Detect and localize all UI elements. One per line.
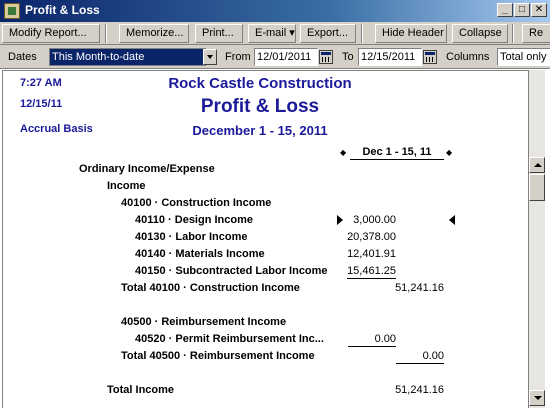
row-marker-right-icon bbox=[449, 215, 455, 225]
row-label: 40150 · Subcontracted Labor Income bbox=[135, 265, 328, 277]
scroll-down-icon[interactable] bbox=[529, 390, 545, 406]
hide-header-button[interactable]: Hide Header bbox=[375, 24, 447, 43]
columns-label: Columns bbox=[446, 51, 490, 63]
row-label: Total 40100 · Construction Income bbox=[121, 282, 300, 294]
print-button[interactable]: Print... bbox=[195, 24, 243, 43]
row-amount: 20,378.00 bbox=[347, 231, 396, 243]
report-time: 7:27 AM bbox=[20, 77, 62, 89]
row-label: Total Income bbox=[107, 384, 175, 396]
memorize-button[interactable]: Memorize... bbox=[119, 24, 189, 43]
app-icon bbox=[4, 3, 20, 19]
report-period: December 1 - 15, 2011 bbox=[192, 123, 328, 138]
from-label: From bbox=[225, 51, 251, 63]
export-button[interactable]: Export... bbox=[300, 24, 356, 43]
calendar-icon[interactable] bbox=[319, 50, 333, 64]
row-label: Income bbox=[107, 180, 146, 192]
toolbar-separator bbox=[512, 24, 514, 43]
report-title: Profit & Loss bbox=[200, 96, 320, 117]
toolbar-separator bbox=[105, 24, 107, 43]
title-bar bbox=[0, 0, 550, 22]
row-label: 40140 · Materials Income bbox=[135, 248, 265, 260]
row-amount-value: 15,461.25 bbox=[347, 265, 396, 277]
columns-dropdown[interactable]: Total only bbox=[497, 48, 550, 66]
report-body bbox=[2, 70, 528, 408]
dropdown-arrow-icon[interactable] bbox=[203, 49, 217, 65]
report-date: 12/15/11 bbox=[20, 98, 63, 110]
window-title: Profit & Loss bbox=[25, 3, 100, 17]
row-label: 40520 · Permit Reimbursement Inc... bbox=[135, 333, 324, 345]
calendar-icon[interactable] bbox=[423, 50, 437, 64]
row-label: 40130 · Labor Income bbox=[135, 231, 248, 243]
row-amount: 3,000.00 bbox=[353, 214, 396, 226]
from-date-input[interactable]: 12/01/2011 bbox=[254, 48, 318, 66]
vertical-scrollbar[interactable] bbox=[528, 70, 545, 408]
row-label: 40110 · Design Income bbox=[135, 214, 253, 226]
scroll-thumb[interactable] bbox=[529, 174, 545, 201]
row-amount: 0.00 bbox=[396, 350, 444, 364]
refresh-button[interactable]: Re bbox=[522, 24, 550, 43]
row-amount: 51,241.16 bbox=[395, 282, 444, 294]
row-amount: 0.00 bbox=[348, 333, 396, 347]
dates-label: Dates bbox=[8, 51, 37, 63]
dates-dropdown[interactable]: This Month-to-date bbox=[49, 48, 206, 66]
row-label: Ordinary Income/Expense bbox=[79, 163, 215, 175]
company-name: Rock Castle Construction bbox=[168, 75, 352, 92]
to-date-input[interactable]: 12/15/2011 bbox=[358, 48, 422, 66]
to-label: To bbox=[342, 51, 354, 63]
column-diamond-left: ◆ bbox=[340, 148, 347, 157]
modify-report-button[interactable]: Modify Report... bbox=[2, 24, 100, 43]
maximize-icon[interactable]: □ bbox=[514, 3, 530, 17]
collapse-button[interactable]: Collapse bbox=[452, 24, 508, 43]
row-amount bbox=[316, 265, 396, 277]
close-icon[interactable]: ✕ bbox=[531, 3, 547, 17]
row-amount: 12,401.91 bbox=[347, 248, 396, 260]
filter-bar bbox=[0, 45, 550, 69]
scroll-up-icon[interactable] bbox=[529, 157, 545, 173]
row-label: 40100 · Construction Income bbox=[121, 197, 272, 209]
row-label: Total 40500 · Reimbursement Income bbox=[121, 350, 315, 362]
column-diamond-right: ◆ bbox=[446, 148, 453, 157]
report-basis: Accrual Basis bbox=[20, 123, 93, 135]
email-button[interactable]: E-mail ▾ bbox=[248, 24, 296, 43]
row-amount: 51,241.16 bbox=[395, 384, 444, 396]
minimize-icon[interactable]: _ bbox=[497, 3, 513, 17]
report-toolbar bbox=[0, 22, 550, 45]
column-header[interactable]: Dec 1 - 15, 11 bbox=[350, 146, 444, 160]
toolbar-separator bbox=[361, 24, 363, 43]
row-label: 40500 · Reimbursement Income bbox=[121, 316, 287, 328]
